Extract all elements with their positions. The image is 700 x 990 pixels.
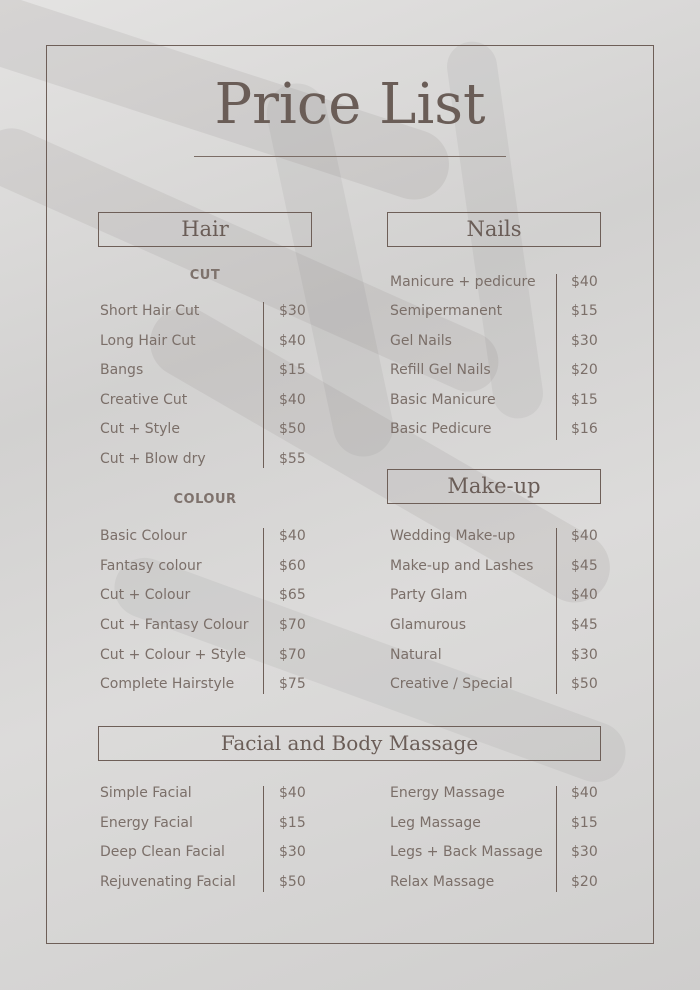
- cut-divider: [263, 302, 264, 468]
- massage-heading-text: Facial and Body Massage: [220, 731, 479, 755]
- hair-heading: [98, 212, 312, 247]
- item-name: Cut + Colour: [100, 587, 191, 603]
- item-price: $40: [279, 528, 306, 544]
- item-price: $15: [571, 815, 598, 831]
- item-name: Make-up and Lashes: [390, 558, 534, 574]
- item-name: Leg Massage: [390, 815, 481, 831]
- item-price: $70: [279, 617, 306, 633]
- makeup-divider: [556, 528, 557, 694]
- item-price: $45: [571, 558, 598, 574]
- item-name: Simple Facial: [100, 785, 192, 801]
- nails-divider: [556, 274, 557, 440]
- item-price: $30: [279, 303, 306, 319]
- item-price: $45: [571, 617, 598, 633]
- item-price: $30: [279, 844, 306, 860]
- item-price: $40: [571, 528, 598, 544]
- item-name: Cut + Blow dry: [100, 451, 206, 467]
- item-price: $50: [571, 676, 598, 692]
- item-price: $20: [571, 362, 598, 378]
- item-name: Long Hair Cut: [100, 333, 196, 349]
- item-price: $60: [279, 558, 306, 574]
- item-price: $15: [571, 303, 598, 319]
- item-name: Bangs: [100, 362, 144, 378]
- hair-heading-text: Hair: [181, 217, 229, 241]
- item-price: $40: [571, 274, 598, 290]
- item-name: Relax Massage: [390, 874, 495, 890]
- makeup-heading: [387, 469, 601, 504]
- item-price: $15: [571, 392, 598, 408]
- item-name: Gel Nails: [390, 333, 452, 349]
- item-name: Creative Cut: [100, 392, 188, 408]
- item-name: Basic Manicure: [390, 392, 496, 408]
- item-name: Party Glam: [390, 587, 468, 603]
- item-name: Legs + Back Massage: [390, 844, 543, 860]
- item-name: Semipermanent: [390, 303, 503, 319]
- item-price: $70: [279, 647, 306, 663]
- item-name: Basic Colour: [100, 528, 187, 544]
- item-price: $20: [571, 874, 598, 890]
- item-name: Short Hair Cut: [100, 303, 200, 319]
- item-price: $40: [279, 785, 306, 801]
- item-name: Deep Clean Facial: [100, 844, 225, 860]
- item-name: Energy Massage: [390, 785, 505, 801]
- item-price: $40: [571, 587, 598, 603]
- item-price: $50: [279, 874, 306, 890]
- item-price: $15: [279, 362, 306, 378]
- nails-heading: [387, 212, 601, 247]
- item-price: $16: [571, 421, 598, 437]
- makeup-heading-text: Make-up: [447, 474, 541, 498]
- item-name: Fantasy colour: [100, 558, 202, 574]
- cut-subheading: CUT: [189, 268, 221, 283]
- colour-divider: [263, 528, 264, 694]
- item-name: Natural: [390, 647, 442, 663]
- item-price: $65: [279, 587, 306, 603]
- item-name: Basic Pedicure: [390, 421, 492, 437]
- nails-heading-text: Nails: [466, 217, 522, 241]
- item-price: $40: [571, 785, 598, 801]
- item-price: $30: [571, 844, 598, 860]
- facial-divider: [263, 786, 264, 892]
- item-price: $30: [571, 647, 598, 663]
- item-name: Cut + Style: [100, 421, 180, 437]
- item-name: Manicure + pedicure: [390, 274, 536, 290]
- item-price: $30: [571, 333, 598, 349]
- item-price: $75: [279, 676, 306, 692]
- title-divider: [194, 156, 506, 157]
- item-price: $50: [279, 421, 306, 437]
- item-name: Cut + Fantasy Colour: [100, 617, 249, 633]
- item-price: $15: [279, 815, 306, 831]
- item-name: Wedding Make-up: [390, 528, 516, 544]
- item-name: Glamurous: [390, 617, 467, 633]
- item-price: $40: [279, 392, 306, 408]
- massage-divider: [556, 786, 557, 892]
- item-name: Cut + Colour + Style: [100, 647, 246, 663]
- item-name: Creative / Special: [390, 676, 513, 692]
- colour-subheading: COLOUR: [173, 492, 237, 507]
- page-title: Price List: [214, 72, 486, 137]
- item-price: $55: [279, 451, 306, 467]
- item-name: Complete Hairstyle: [100, 676, 235, 692]
- item-name: Energy Facial: [100, 815, 193, 831]
- item-name: Rejuvenating Facial: [100, 874, 236, 890]
- massage-heading: [98, 726, 601, 761]
- item-name: Refill Gel Nails: [390, 362, 491, 378]
- item-price: $40: [279, 333, 306, 349]
